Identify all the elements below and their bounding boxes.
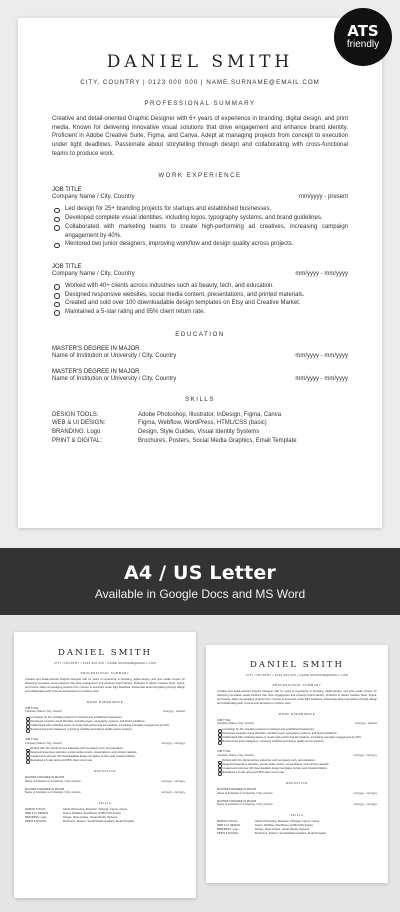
education-school: Name of Institution or University / City, Country: [52, 352, 177, 359]
job-bullet: Worked with 40+ clients across industries such as beauty, tech, and education.: [52, 282, 348, 291]
education-heading: EDUCATION: [175, 330, 225, 338]
mini-job-bullet: Designed responsive websites, social media content, presentations, and printed materials.: [217, 763, 377, 767]
resume-name: DANIEL SMITH: [106, 52, 294, 72]
mini-education: [25, 788, 185, 796]
mini-summary: Creative and detail-oriented Graphic Designer with 6+ years of experience in branding, digital design, and print media. Known for delivering innovative visual solutions that drive engagement and enhance brand identity. Proficient in Adobe Creative Suite, Figma, and Canva. Adept at managing projects from concept to execution under tight deadlines. Passionate about storytelling through design and collaborating with cross-functional teams to produce work.: [217, 690, 377, 705]
skill-value: Figma, Webflow, WordPress, HTML/CSS (basic): [138, 420, 267, 427]
mini-job: [217, 719, 377, 744]
experience-heading: WORK EXPERIENCE: [158, 172, 242, 180]
mini-job-bullets: [217, 728, 377, 744]
mini-experience-heading: WORK EXPERIENCE: [86, 699, 124, 704]
mini-skills-heading: SKILLS: [290, 813, 304, 818]
mini-job-dates: mm/yyyy - mm/yyyy: [161, 741, 185, 745]
mini-job-title-text: JOB TITLE: [25, 706, 39, 710]
mini-job: [25, 707, 185, 732]
job-bullet: Designed responsive websites, social media content, presentations, and printed materials.: [52, 291, 348, 300]
job-title: JOB TITLE: [52, 263, 82, 270]
mini-job-bullet: Mentored two junior designers, improving workflow and design quality across projects.: [25, 728, 185, 732]
mini-contact: CITY, COUNTRY | 0123 000 000 | NAME.SURNAME@EMAIL.COM: [53, 662, 157, 665]
job-dates: mm/yyyy - present: [298, 194, 348, 201]
skill-key: DESIGN TOOLS:: [52, 411, 99, 418]
mini-skill-key: BRANDING: Logo: [217, 827, 239, 831]
mini-summary: Creative and detail-oriented Graphic Designer with 6+ years of experience in branding, digital design, and print media. Known for delivering innovative visual solutions that drive engagement and enhance brand identity. Proficient in Adobe Creative Suite, Figma, and Canva. Adept at managing projects from concept to execution under tight deadlines. Passionate about storytelling through design and collaborating with cross-functional teams to produce work.: [25, 678, 185, 693]
mini-education-heading: EDUCATION: [286, 781, 308, 785]
banner-subtitle: Available in Google Docs and MS Word: [94, 587, 306, 601]
mini-skill-value: Adobe Photoshop, Illustrator, InDesign, Figma, Canva: [63, 808, 128, 812]
education-school-line: [52, 376, 348, 382]
mini-edu-dates: mm/yyyy - mm/yyyy: [161, 779, 185, 783]
mini-skill-key: WEB & UI DESIGN:: [217, 824, 241, 828]
skill-value: Design, Style Guides, Visual Identity Systems: [138, 429, 260, 435]
mini-summary-heading: PROFESSIONAL SUMMARY: [272, 683, 322, 687]
mini-education: [217, 788, 377, 796]
mini-job: [25, 738, 185, 763]
mini-job-line: [25, 710, 185, 714]
job-bullet: Collaborated with marketing teams to create high-performing ad creatives, increasing campaign engagement by 40%.: [52, 223, 348, 240]
education-entry: [52, 346, 348, 359]
mini-job-bullet: Collaborated with marketing teams to create high-performing ad creatives, increasing campaign engagement by 40%.: [25, 724, 185, 728]
mini-job-bullet: Worked with 40+ clients across industries such as beauty, tech, and education.: [217, 759, 377, 763]
format-banner: [0, 548, 400, 615]
badge-line-1: ATS: [347, 21, 379, 40]
job-bullets: [52, 205, 348, 248]
job-bullet: Developed complete visual identities, including logos, typography systems, and brand guidelines.: [52, 214, 348, 223]
skill-row: [52, 428, 348, 437]
mini-job-bullet: Developed complete visual identities, including logos, typography systems, and brand guidelines.: [25, 720, 185, 724]
mini-name: DANIEL SMITH: [249, 660, 345, 670]
mini-school: Name of Institution or University / City, Country: [25, 791, 81, 795]
job-title: JOB TITLE: [52, 187, 82, 194]
mini-skill-row: [25, 820, 185, 824]
mini-job-bullets: [25, 747, 185, 763]
mini-job-bullet: Mentored two junior designers, improving workflow and design quality across projects.: [217, 740, 377, 744]
mini-skill-value: Design, Style Guides, Visual Identity Systems: [255, 827, 310, 831]
mini-skill-value: Figma, Webflow, WordPress, HTML/CSS (basic): [63, 812, 121, 816]
mini-job-bullet: Created and sold over 100 downloadable design templates on Etsy and Creative Market.: [25, 755, 185, 759]
skill-value: Adobe Photoshop, Illustrator, InDesign, Figma, Canva: [138, 411, 282, 418]
mini-summary-heading: PROFESSIONAL SUMMARY: [80, 671, 130, 675]
job-company-line: [52, 194, 348, 200]
mini-skill-value: Figma, Webflow, WordPress, HTML/CSS (basic): [255, 824, 313, 828]
resume-preview-main: [18, 18, 382, 528]
mini-job-title-text: JOB TITLE: [25, 737, 39, 741]
mini-job-line: [217, 722, 377, 726]
job-entry: [52, 187, 348, 248]
mini-skill-key: BRANDING: Logo: [25, 815, 47, 819]
resume-preview-us-letter: [206, 645, 388, 883]
mini-education: [217, 800, 377, 808]
education-school: Name of Institution or University / City, Country: [52, 375, 177, 382]
education-degree: MASTER'S DEGREE IN MAJOR: [52, 368, 140, 375]
mini-education: [25, 776, 185, 784]
mini-degree: MASTER'S DEGREE IN MAJOR: [217, 799, 257, 803]
mini-skill-key: DESIGN TOOLS:: [25, 808, 46, 812]
mini-skill-value: Adobe Photoshop, Illustrator, InDesign, Figma, Canva: [255, 820, 320, 824]
mini-skill-key: PRINT & DIGITAL:: [25, 819, 48, 823]
mini-job-bullets: [217, 759, 377, 775]
resume-contact: CITY, COUNTRY | 0123 000 000 | NAME.SURNAME@EMAIL.COM: [80, 79, 320, 86]
resume-preview-a4: [14, 632, 196, 898]
education-degree: MASTER'S DEGREE IN MAJOR: [52, 345, 140, 352]
mini-skill-key: PRINT & DIGITAL:: [217, 831, 240, 835]
mini-skills-heading: SKILLS: [98, 801, 112, 806]
mini-job-bullet: Created and sold over 100 downloadable design templates on Etsy and Creative Market.: [217, 767, 377, 771]
ats-friendly-badge: [334, 8, 392, 66]
skill-key: BRANDING: Logo: [52, 429, 101, 435]
mini-experience-heading: WORK EXPERIENCE: [278, 711, 316, 716]
mini-job-title-text: JOB TITLE: [217, 718, 231, 722]
mini-job-bullet: Designed responsive websites, social media content, presentations, and printed materials.: [25, 751, 185, 755]
job-bullet: Maintained a 5-star rating and 95% client return rate.: [52, 308, 348, 317]
job-dates: mm/yyyy - mm/yyyy: [295, 270, 348, 277]
summary-text: Creative and detail-oriented Graphic Designer with 6+ years of experience in branding, digital design, and print media. Known for delivering innovative visual solutions that drive engagement and enhance brand identity. Proficient in Adobe Creative Suite, Figma, and Canva. Adept at managing projects from concept to execution under tight deadlines. Passionate about storytelling through design and collaborating with cross-functional teams to produce work.: [52, 116, 348, 157]
mini-skill-row: [217, 832, 377, 836]
mini-school-line: [25, 780, 185, 784]
job-company-line: [52, 271, 348, 277]
mini-school: Name of Institution or University / City, Country: [25, 779, 81, 783]
mini-job-bullet: Collaborated with marketing teams to create high-performing ad creatives, increasing campaign engagement by 40%.: [217, 736, 377, 740]
mini-school: Name of Institution or University / City, Country: [217, 791, 273, 795]
mini-skill-value: Brochures, Posters, Social Media Graphics, Email Template: [63, 819, 135, 823]
skill-row: [52, 437, 348, 446]
mini-edu-dates: mm/yyyy - mm/yyyy: [161, 791, 185, 795]
job-company: Company Name / City, Country: [52, 194, 135, 201]
mini-school-line: [217, 803, 377, 807]
badge-line-2: friendly: [346, 38, 380, 50]
skill-key: PRINT & DIGITAL:: [52, 437, 102, 444]
mini-job-company: Company Name / City, Country: [217, 753, 254, 757]
mini-job-bullets: [25, 716, 185, 732]
mini-skill-key: WEB & UI DESIGN:: [25, 812, 49, 816]
mini-name: DANIEL SMITH: [57, 648, 153, 658]
summary-heading: PROFESSIONAL SUMMARY: [144, 100, 256, 107]
mini-school-line: [25, 791, 185, 795]
job-entry: [52, 264, 348, 317]
mini-job-bullet: Led design for 25+ branding projects for startups and established businesses.: [217, 728, 377, 732]
job-company: Company Name / City, Country: [52, 270, 135, 277]
banner-title: A4 / US Letter: [123, 562, 277, 584]
education-dates: mm/yyyy - mm/yyyy: [295, 352, 348, 359]
mini-edu-dates: mm/yyyy - mm/yyyy: [353, 791, 377, 795]
mini-job-bullet: Maintained a 5-star rating and 95% client return rate.: [217, 771, 377, 775]
mini-job-company: Company Name / City, Country: [25, 741, 62, 745]
skill-row: [52, 419, 348, 428]
mini-job-bullet: Developed complete visual identities, including logos, typography systems, and brand guidelines.: [217, 732, 377, 736]
mini-job-company: Company Name / City, Country: [217, 722, 254, 726]
mini-job-line: [217, 754, 377, 758]
education-school-line: [52, 353, 348, 359]
job-bullet: Mentored two junior designers, improving workflow and design quality across projects.: [52, 240, 348, 249]
skills-heading: SKILLS: [185, 395, 215, 403]
mini-skill-key: DESIGN TOOLS:: [217, 820, 238, 824]
mini-edu-dates: mm/yyyy - mm/yyyy: [353, 803, 377, 807]
education-dates: mm/yyyy - mm/yyyy: [295, 375, 348, 382]
job-bullet: Led design for 25+ branding projects for startups and established businesses.: [52, 205, 348, 214]
job-bullets: [52, 282, 348, 317]
mini-skill-value: Design, Style Guides, Visual Identity Systems: [63, 815, 118, 819]
mini-degree: MASTER'S DEGREE IN MAJOR: [25, 776, 65, 779]
mini-job-dates: mm/yyyy - present: [355, 722, 377, 726]
mini-education-heading: EDUCATION: [94, 769, 116, 773]
skill-row: [52, 411, 348, 420]
mini-job-bullet: Maintained a 5-star rating and 95% client return rate.: [25, 759, 185, 763]
education-entry: [52, 369, 348, 382]
mini-job-dates: mm/yyyy - present: [163, 710, 185, 714]
mini-job-bullet: Led design for 25+ branding projects for startups and established businesses.: [25, 716, 185, 720]
skill-value: Brochures, Posters, Social Media Graphics, Email Template: [138, 437, 297, 444]
mini-job-dates: mm/yyyy - mm/yyyy: [353, 753, 377, 757]
skill-key: WEB & UI DESIGN:: [52, 420, 106, 427]
mini-job-title-text: JOB TITLE: [217, 749, 231, 753]
job-bullet: Created and sold over 100 downloadable design templates on Etsy and Creative Market.: [52, 299, 348, 308]
mini-school-line: [217, 792, 377, 796]
mini-school: Name of Institution or University / City, Country: [217, 803, 273, 807]
mini-job-line: [25, 742, 185, 746]
mini-job-company: Company Name / City, Country: [25, 710, 62, 714]
mini-degree: MASTER'S DEGREE IN MAJOR: [217, 788, 257, 791]
mini-job: [217, 750, 377, 775]
mini-skill-value: Brochures, Posters, Social Media Graphics, Email Template: [255, 831, 327, 835]
mini-degree: MASTER'S DEGREE IN MAJOR: [25, 787, 65, 791]
mini-job-bullet: Worked with 40+ clients across industries such as beauty, tech, and education.: [25, 747, 185, 751]
mini-contact: CITY, COUNTRY | 0123 000 000 | NAME.SURNAME@EMAIL.COM: [245, 674, 349, 677]
